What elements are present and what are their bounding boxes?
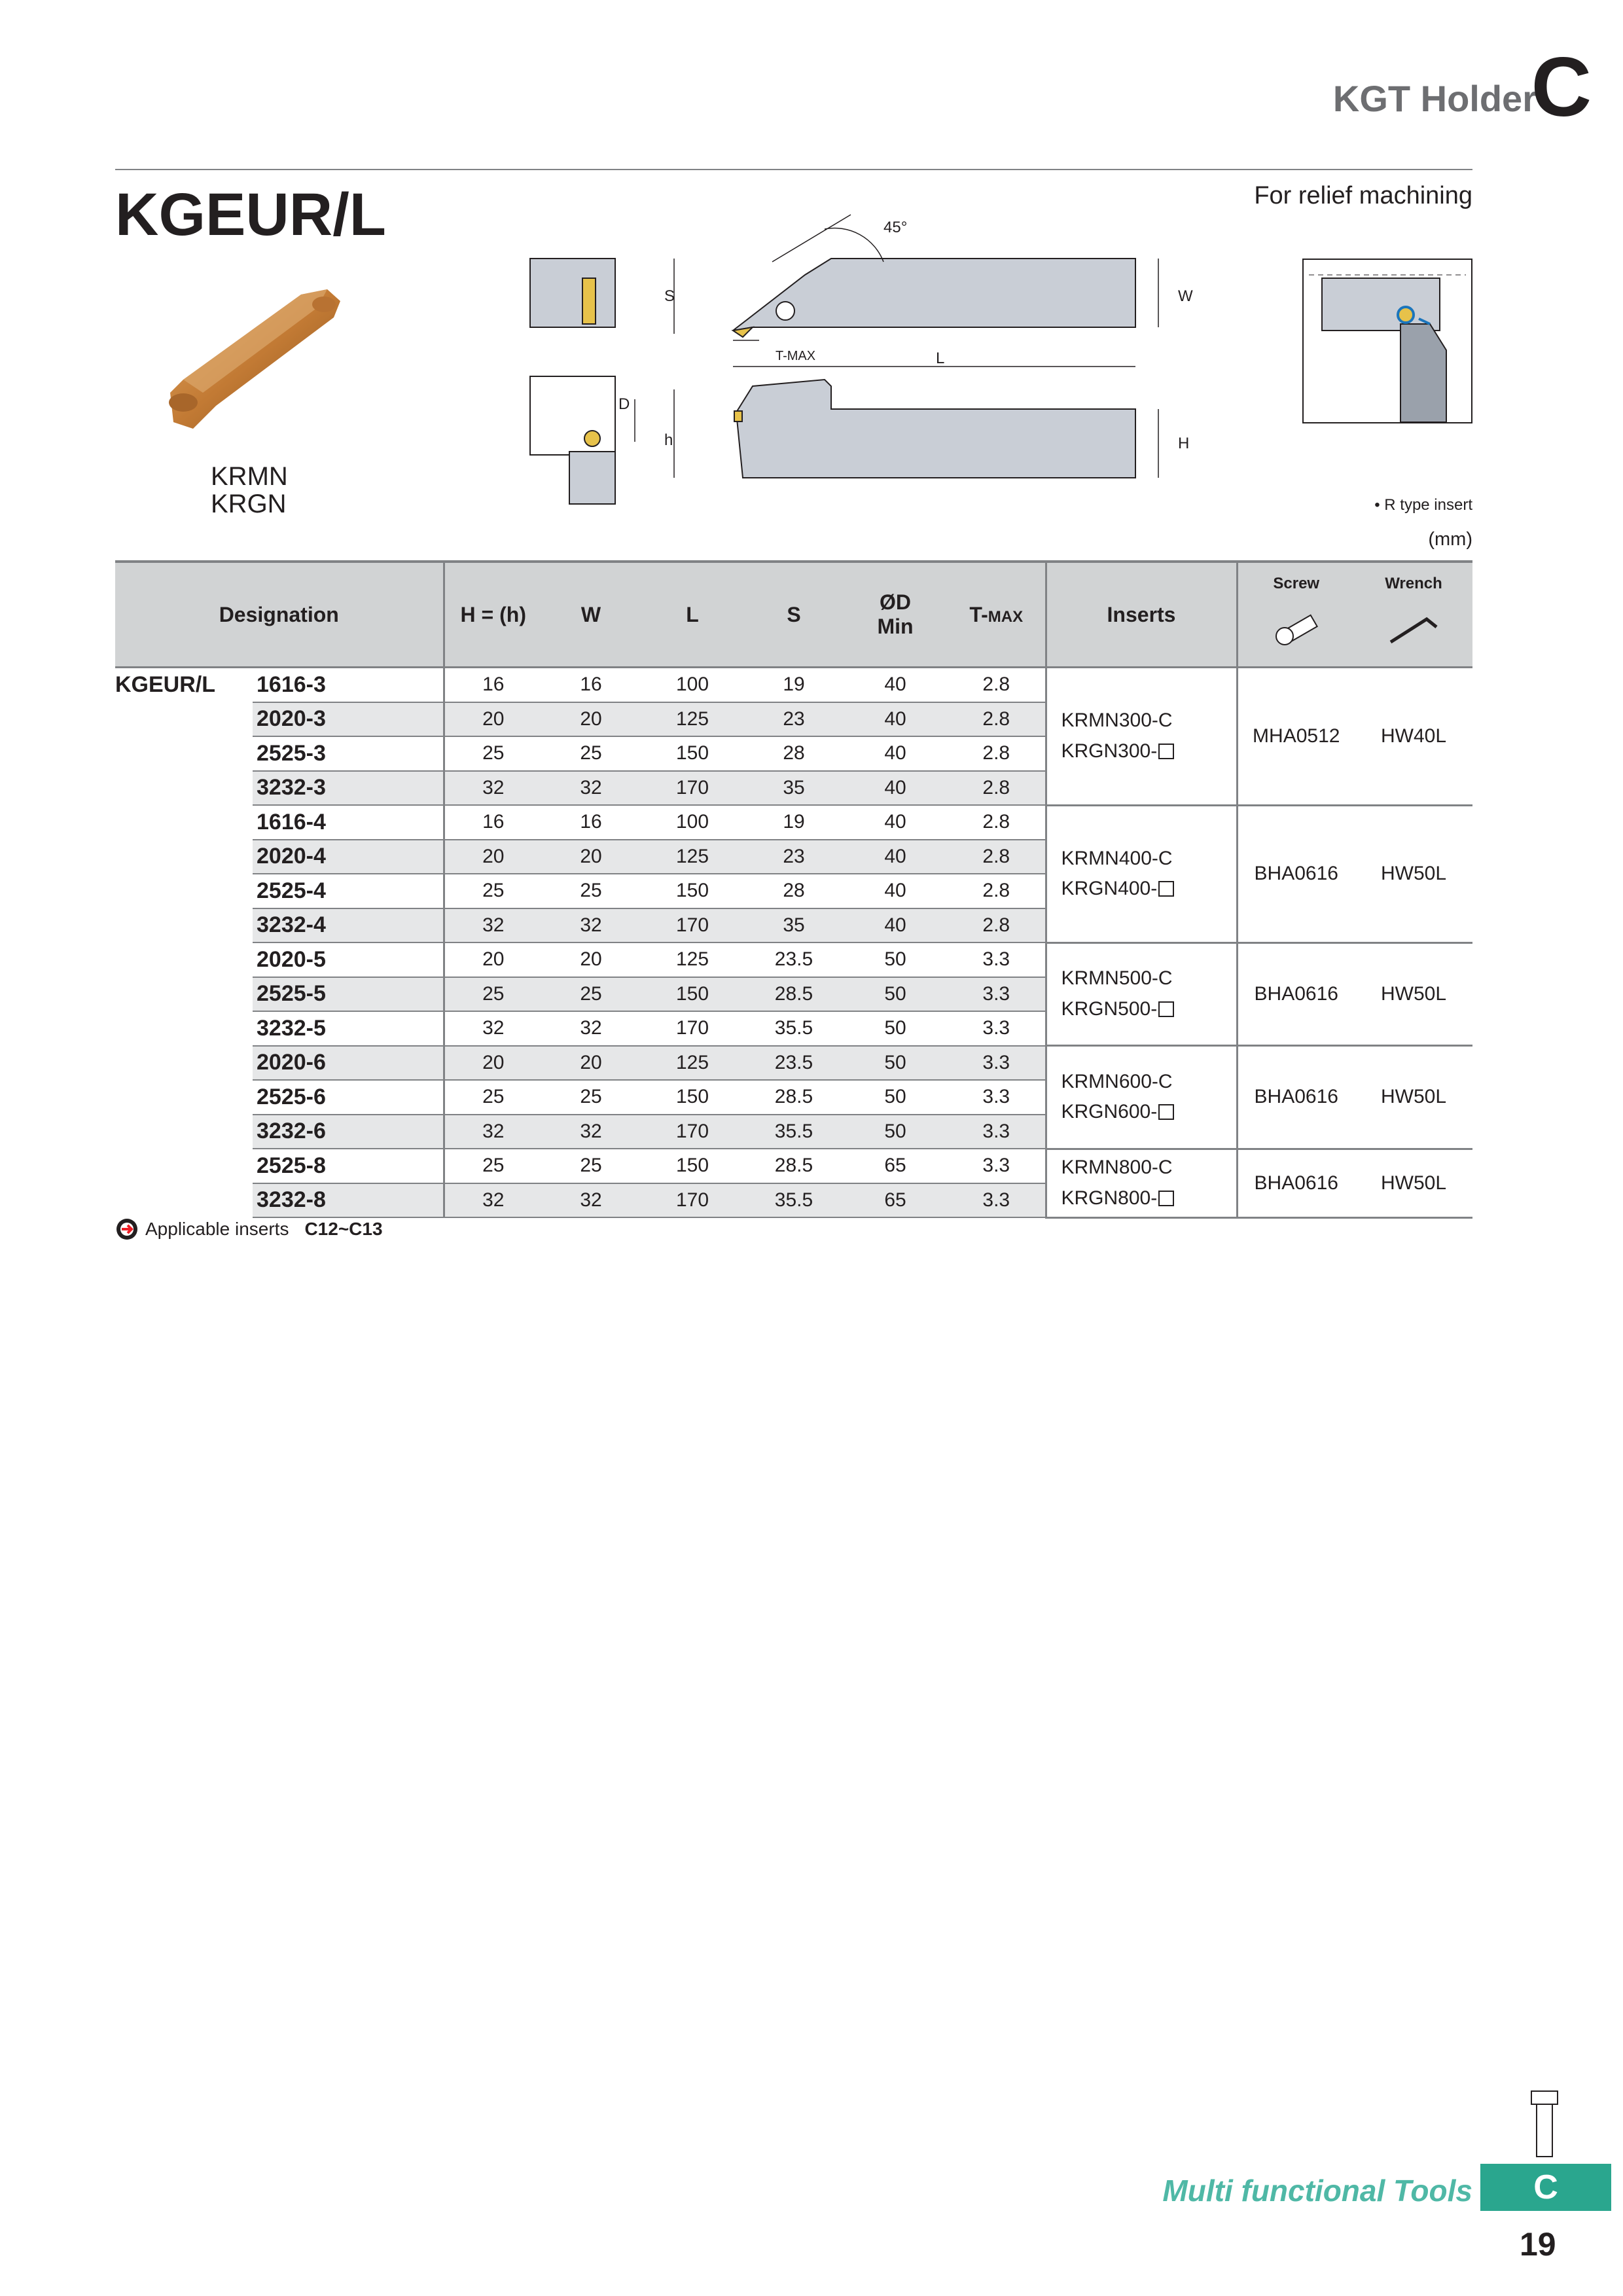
col-header-designation: Designation [115, 562, 444, 668]
inserts-cell [1046, 1046, 1237, 1149]
l-cell: 170 [640, 1011, 745, 1046]
s-cell: 35 [745, 771, 843, 806]
od-cell: 50 [843, 1011, 948, 1046]
page-number: 19 [1520, 2226, 1556, 2263]
tmax-cell: 2.8 [948, 668, 1046, 702]
footer-category: Multi functional Tools [1162, 2174, 1472, 2208]
section-letter: C [1531, 41, 1592, 134]
tmax-cell: 3.3 [948, 1149, 1046, 1183]
l-cell: 125 [640, 942, 745, 977]
placeholder-box-icon [1158, 1191, 1174, 1206]
od-cell: 40 [843, 771, 948, 806]
tool-thumbnail-icon [1525, 2088, 1564, 2160]
insert-code: KRMN500-C [1061, 967, 1173, 990]
col-header-inserts: Inserts [1046, 562, 1237, 668]
relief-machining-diagram [1302, 259, 1474, 425]
od-cell: 50 [843, 977, 948, 1012]
wrench-cell: HW50L [1355, 1149, 1472, 1217]
insert-name-krgn: KRGN [211, 490, 287, 518]
s-cell: 28 [745, 736, 843, 771]
dim-d-label: D [618, 395, 630, 413]
tmax-cell: 2.8 [948, 805, 1046, 840]
tmax-cell: 2.8 [948, 908, 1046, 943]
od-cell: 65 [843, 1183, 948, 1218]
screw-label: Screw [1273, 575, 1320, 592]
h-cell: 32 [444, 1115, 542, 1149]
tmax-cell: 3.3 [948, 977, 1046, 1012]
designation-cell: 2020-5 [253, 942, 444, 977]
s-cell: 35.5 [745, 1115, 843, 1149]
specification-table [115, 560, 1472, 1219]
tmax-cell: 2.8 [948, 874, 1046, 908]
h-cell: 20 [444, 702, 542, 737]
l-cell: 170 [640, 908, 745, 943]
holder-dimension-drawing [517, 203, 1211, 511]
w-cell: 32 [542, 1183, 640, 1218]
designation-cell: 2525-4 [253, 874, 444, 908]
insert-code: KRGN800- [1061, 1187, 1158, 1209]
h-cell: 32 [444, 771, 542, 806]
od-cell: 50 [843, 942, 948, 977]
angle-label: 45° [883, 219, 908, 236]
inserts-cell [1046, 668, 1237, 806]
designation-cell: 3232-4 [253, 908, 444, 943]
dim-l-label: L [936, 350, 945, 367]
od-cell: 40 [843, 805, 948, 840]
l-cell: 150 [640, 977, 745, 1012]
dim-tmax-label: T-MAX [776, 349, 816, 363]
designation-cell: 2525-5 [253, 977, 444, 1012]
s-cell: 23.5 [745, 1046, 843, 1081]
screw-cell: BHA0616 [1237, 942, 1355, 1046]
section-title: KGT Holder [1332, 78, 1537, 119]
w-cell: 25 [542, 1149, 640, 1183]
tmax-cell: 3.3 [948, 1046, 1046, 1081]
w-cell: 16 [542, 805, 640, 840]
insert-code: KRMN400-C [1061, 847, 1173, 869]
designation-cell: 1616-3 [253, 668, 444, 702]
w-cell: 32 [542, 771, 640, 806]
w-cell: 32 [542, 1115, 640, 1149]
col-header-tmax [948, 562, 1046, 668]
tmax-cell: 2.8 [948, 771, 1046, 806]
unit-note: (mm) [1428, 529, 1472, 550]
h-cell: 20 [444, 840, 542, 874]
designation-cell: 1616-4 [253, 805, 444, 840]
tmax-cell: 3.3 [948, 1183, 1046, 1218]
insert-code: KRGN400- [1061, 878, 1158, 899]
s-cell: 28.5 [745, 1080, 843, 1115]
h-cell: 32 [444, 1183, 542, 1218]
s-cell: 28.5 [745, 1149, 843, 1183]
od-line2: Min [877, 615, 914, 638]
l-cell: 150 [640, 874, 745, 908]
tmax-cell: 3.3 [948, 1115, 1046, 1149]
h-cell: 20 [444, 1046, 542, 1081]
w-cell: 32 [542, 1011, 640, 1046]
designation-cell: 3232-3 [253, 771, 444, 806]
od-cell: 65 [843, 1149, 948, 1183]
wrench-cell: HW50L [1355, 942, 1472, 1046]
h-cell: 25 [444, 977, 542, 1012]
s-cell: 28 [745, 874, 843, 908]
s-cell: 35 [745, 908, 843, 943]
s-cell: 19 [745, 805, 843, 840]
l-cell: 170 [640, 771, 745, 806]
designation-cell: 2525-6 [253, 1080, 444, 1115]
arrow-circle-icon [115, 1217, 139, 1241]
placeholder-box-icon [1158, 744, 1174, 759]
designation-cell: 2020-3 [253, 702, 444, 737]
screw-cell: BHA0616 [1237, 1046, 1355, 1149]
od-cell: 40 [843, 840, 948, 874]
series-label: KGEUR/L [115, 668, 253, 1218]
l-cell: 170 [640, 1115, 745, 1149]
screw-cell: BHA0616 [1237, 805, 1355, 942]
wrench-cell: HW50L [1355, 1046, 1472, 1149]
table-row [115, 1046, 1472, 1081]
s-cell: 23 [745, 840, 843, 874]
tmax-cell: 3.3 [948, 1080, 1046, 1115]
insert-code: KRMN800-C [1061, 1157, 1173, 1178]
tmax-cell: 3.3 [948, 942, 1046, 977]
placeholder-box-icon [1158, 881, 1174, 897]
od-cell: 40 [843, 874, 948, 908]
tmax-cell: 2.8 [948, 702, 1046, 737]
header-rule [115, 169, 1472, 170]
s-cell: 35.5 [745, 1183, 843, 1218]
col-header-s: S [745, 562, 843, 668]
table-row [115, 668, 1472, 702]
insert-illustration [157, 281, 353, 439]
h-cell: 25 [444, 1080, 542, 1115]
designation-cell: 3232-8 [253, 1183, 444, 1218]
insert-code: KRGN600- [1061, 1101, 1158, 1123]
designation-cell: 2020-4 [253, 840, 444, 874]
h-cell: 25 [444, 736, 542, 771]
placeholder-box-icon [1158, 1104, 1174, 1120]
placeholder-box-icon [1158, 1001, 1174, 1017]
h-cell: 20 [444, 942, 542, 977]
inserts-cell [1046, 942, 1237, 1046]
w-cell: 16 [542, 668, 640, 702]
w-cell: 20 [542, 702, 640, 737]
l-cell: 150 [640, 1149, 745, 1183]
od-cell: 50 [843, 1115, 948, 1149]
h-cell: 16 [444, 805, 542, 840]
w-cell: 25 [542, 1080, 640, 1115]
designation-cell: 3232-6 [253, 1115, 444, 1149]
s-cell: 23.5 [745, 942, 843, 977]
w-cell: 25 [542, 736, 640, 771]
h-cell: 32 [444, 908, 542, 943]
od-cell: 50 [843, 1080, 948, 1115]
w-cell: 25 [542, 977, 640, 1012]
col-header-w: W [542, 562, 640, 668]
od-cell: 50 [843, 1046, 948, 1081]
tmax-cell: 2.8 [948, 736, 1046, 771]
applicable-label: Applicable inserts [145, 1219, 289, 1239]
insert-code: KRGN300- [1061, 740, 1158, 762]
l-cell: 100 [640, 668, 745, 702]
l-cell: 150 [640, 1080, 745, 1115]
wrench-icon [1387, 613, 1440, 645]
h-cell: 16 [444, 668, 542, 702]
l-cell: 125 [640, 1046, 745, 1081]
dim-h-large-label: H [1178, 435, 1190, 452]
dim-s-label: S [664, 287, 675, 305]
l-cell: 125 [640, 702, 745, 737]
r-type-note: • R type insert [1374, 496, 1472, 514]
screw-cell: BHA0616 [1237, 1149, 1355, 1217]
product-title: KGEUR/L [115, 181, 386, 248]
col-header-od [843, 562, 948, 668]
col-header-wrench [1355, 562, 1472, 668]
designation-cell: 2020-6 [253, 1046, 444, 1081]
inserts-cell [1046, 1149, 1237, 1217]
col-header-l: L [640, 562, 745, 668]
screw-cell: MHA0512 [1237, 668, 1355, 806]
l-cell: 150 [640, 736, 745, 771]
table-row [115, 805, 1472, 840]
tmax-sub: MAX [988, 607, 1024, 626]
od-cell: 40 [843, 668, 948, 702]
s-cell: 23 [745, 702, 843, 737]
designation-cell: 3232-5 [253, 1011, 444, 1046]
h-cell: 25 [444, 1149, 542, 1183]
s-cell: 19 [745, 668, 843, 702]
wrench-cell: HW40L [1355, 668, 1472, 806]
l-cell: 100 [640, 805, 745, 840]
screw-icon [1270, 613, 1323, 645]
w-cell: 20 [542, 1046, 640, 1081]
table-row [115, 1149, 1472, 1183]
s-cell: 35.5 [745, 1011, 843, 1046]
od-cell: 40 [843, 736, 948, 771]
w-cell: 20 [542, 840, 640, 874]
designation-cell: 2525-3 [253, 736, 444, 771]
col-header-screw [1237, 562, 1355, 668]
dim-w-label: W [1178, 287, 1193, 305]
col-header-h: H = (h) [444, 562, 542, 668]
od-cell: 40 [843, 702, 948, 737]
product-subtitle: For relief machining [1254, 182, 1472, 209]
table-row [115, 942, 1472, 977]
s-cell: 28.5 [745, 977, 843, 1012]
od-cell: 40 [843, 908, 948, 943]
od-line1: ØD [880, 590, 911, 614]
tmax-cell: 3.3 [948, 1011, 1046, 1046]
w-cell: 32 [542, 908, 640, 943]
designation-cell: 2525-8 [253, 1149, 444, 1183]
l-cell: 125 [640, 840, 745, 874]
section-tab[interactable]: C [1480, 2164, 1611, 2211]
tmax-t: T- [969, 602, 988, 626]
inserts-cell [1046, 805, 1237, 942]
wrench-cell: HW50L [1355, 805, 1472, 942]
h-cell: 25 [444, 874, 542, 908]
applicable-range-link[interactable]: C12~C13 [304, 1219, 383, 1239]
h-cell: 32 [444, 1011, 542, 1046]
w-cell: 25 [542, 874, 640, 908]
insert-name-krmn: KRMN [211, 462, 288, 491]
tmax-cell: 2.8 [948, 840, 1046, 874]
w-cell: 20 [542, 942, 640, 977]
insert-code: KRMN600-C [1061, 1070, 1173, 1092]
wrench-label: Wrench [1385, 575, 1442, 592]
l-cell: 170 [640, 1183, 745, 1218]
insert-code: KRGN500- [1061, 997, 1158, 1020]
applicable-inserts-note[interactable] [115, 1217, 383, 1241]
insert-code: KRMN300-C [1061, 709, 1173, 732]
dim-h-small-label: h [664, 431, 673, 449]
